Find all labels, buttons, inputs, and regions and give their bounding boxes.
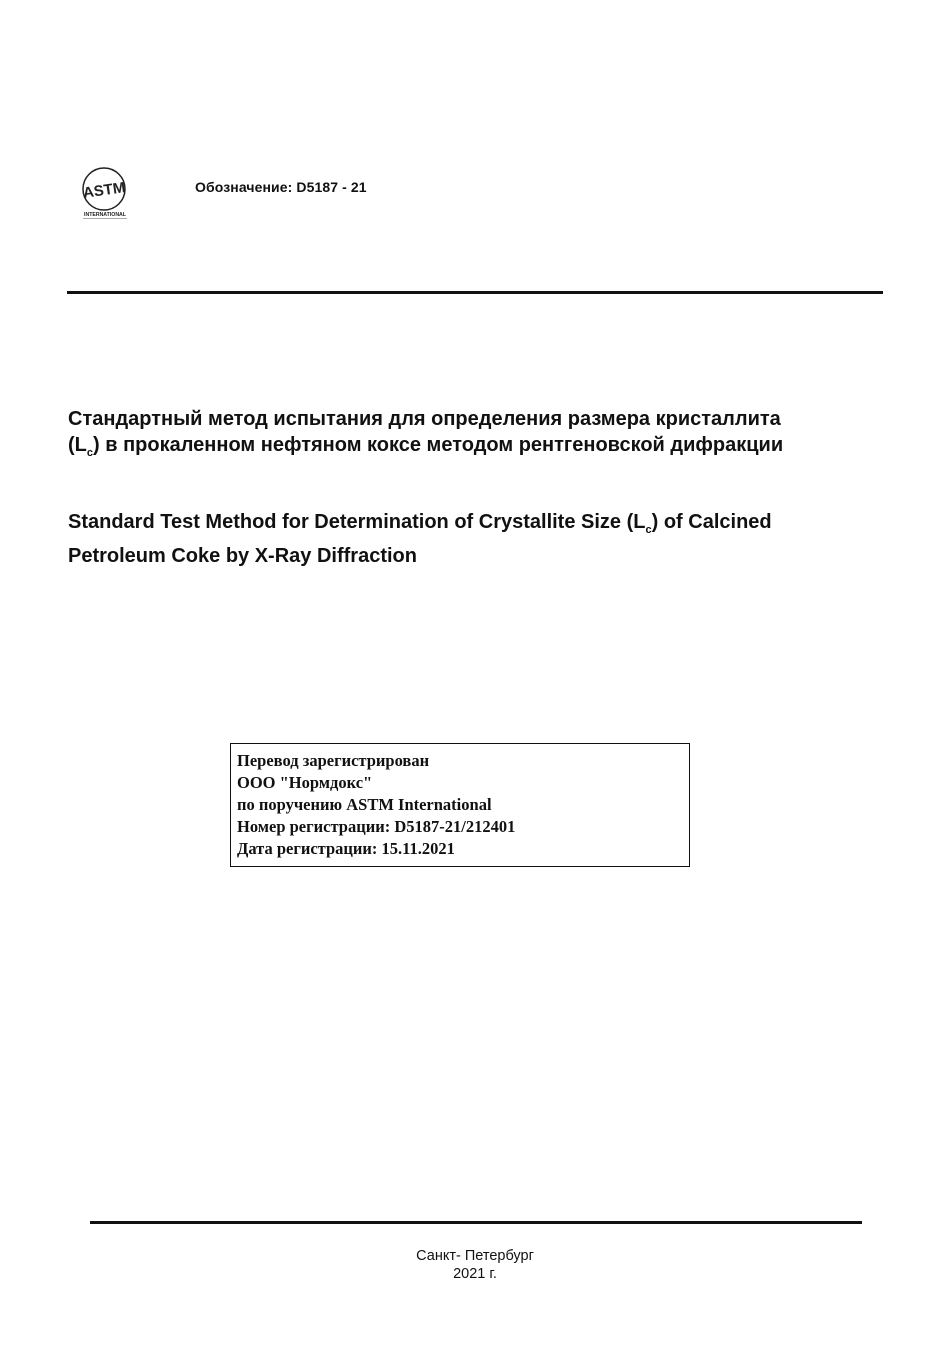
- footer-city: Санкт- Петербург: [416, 1248, 534, 1264]
- title-ru-line2-suffix: ) в прокаленном нефтяном коксе методом рентгеновской дифракции: [93, 434, 784, 456]
- title-en-line1-prefix: Standard Test Method for Determination of Crystallite Size (L: [68, 511, 646, 533]
- title-ru-subscript: c: [86, 447, 94, 459]
- title-english: [68, 509, 882, 569]
- title-ru-line1: Стандартный метод испытания для определения размера кристаллита: [68, 408, 781, 430]
- registration-line: Номер регистрации: D5187-21/212401: [237, 817, 516, 836]
- title-russian: [68, 406, 882, 466]
- top-divider: [67, 291, 883, 294]
- registration-line: по поручению ASTM International: [237, 795, 492, 814]
- registration-box: [230, 743, 690, 867]
- bottom-divider: [90, 1221, 862, 1224]
- registration-line: Дата регистрации: 15.11.2021: [237, 839, 455, 858]
- title-en-line1-suffix: ) of Calcined: [651, 511, 772, 533]
- designation: Обозначение: D5187 - 21: [195, 179, 367, 195]
- astm-logo-subtext: INTERNATIONAL: [84, 212, 126, 218]
- registration-line: ООО "Нормдокс": [237, 773, 373, 792]
- title-ru-line2-prefix: (L: [68, 434, 87, 456]
- registration-line: Перевод зарегистрирован: [237, 751, 430, 770]
- footer-year: 2021 г.: [453, 1266, 497, 1282]
- title-en-line2: Petroleum Coke by X-Ray Diffraction: [68, 545, 417, 567]
- astm-logo: [79, 165, 131, 221]
- astm-logo-text: ASTM: [81, 179, 127, 202]
- title-en-subscript: c: [645, 524, 652, 536]
